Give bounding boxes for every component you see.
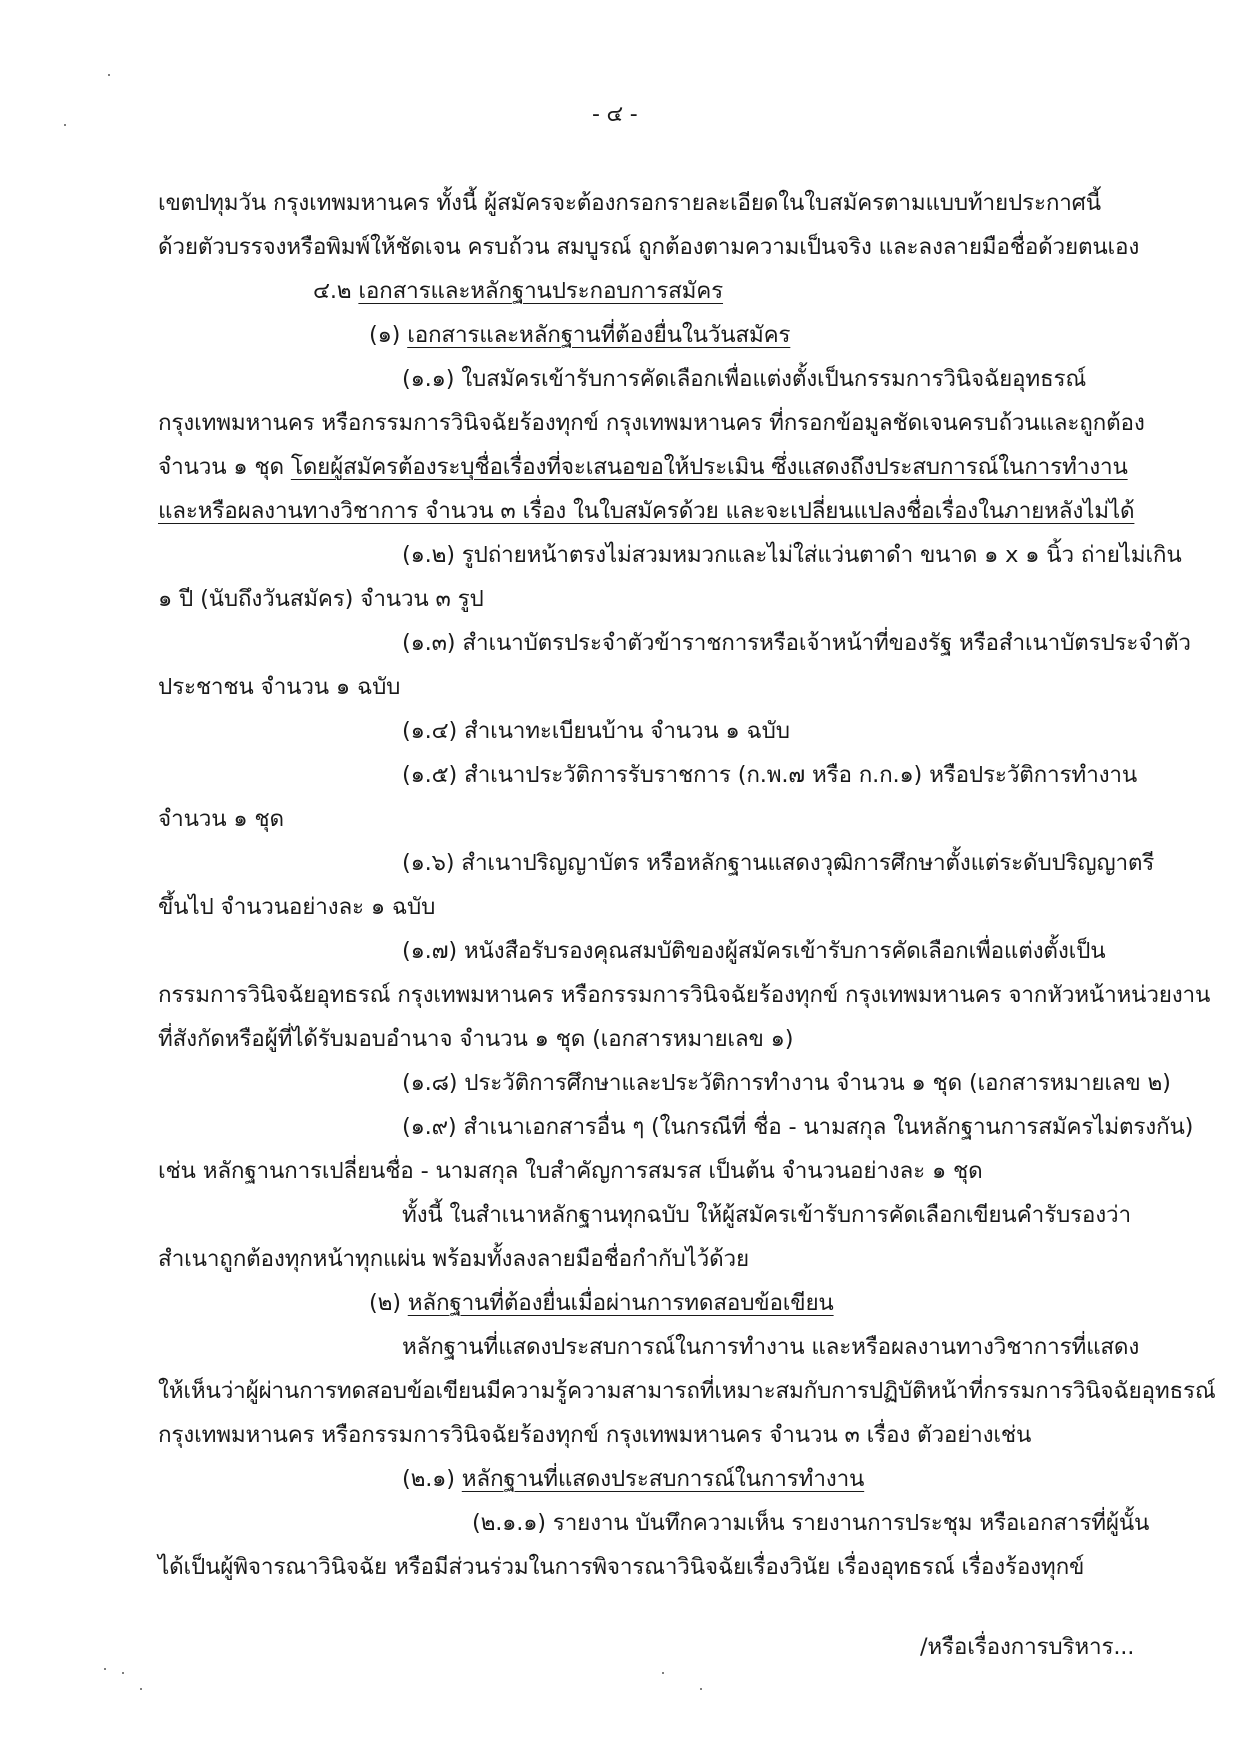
- list-item: (๑.๙) สำเนาเอกสารอื่น ๆ (ในกรณีที่ ชื่อ - นามสกุล ในหลักฐานการสมัครไม่ตรงกัน): [402, 1114, 1194, 1140]
- paragraph-line: เขตปทุมวัน กรุงเทพมหานคร ทั้งนี้ ผู้สมัครจะต้องกรอกรายละเอียดในใบสมัครตามแบบท้ายประกาศนี้: [158, 190, 1101, 216]
- list-item: (๑.๕) สำเนาประวัติการรับราชการ (ก.พ.๗ หรือ ก.ก.๑) หรือประวัติการทำงาน: [402, 762, 1138, 788]
- subsubsection-heading: [402, 1464, 864, 1494]
- continuation-note: /หรือเรื่องการบริหาร...: [920, 1634, 1135, 1660]
- paragraph-line: ได้เป็นผู้พิจารณาวินิจฉัย หรือมีส่วนร่วมในการพิจารณาวินิจฉัยเรื่องวินัย เรื่องอุทธรณ์ เรื่องร้องทุกข์: [158, 1554, 1085, 1580]
- list-item: (๑.๘) ประวัติการศึกษาและประวัติการทำงาน จำนวน ๑ ชุด (เอกสารหมายเลข ๒): [402, 1070, 1171, 1096]
- paragraph-line: หลักฐานที่แสดงประสบการณ์ในการทำงาน และหรือผลงานทางวิชาการที่แสดง: [402, 1334, 1140, 1360]
- list-item: (๑.๗) หนังสือรับรองคุณสมบัติของผู้สมัครเข้ารับการคัดเลือกเพื่อแต่งตั้งเป็น: [402, 938, 1106, 964]
- paragraph-line: ที่สังกัดหรือผู้ที่ได้รับมอบอำนาจ จำนวน ๑ ชุด (เอกสารหมายเลข ๑): [158, 1026, 794, 1052]
- section-heading: [313, 276, 723, 306]
- page-number: - ๔ -: [592, 102, 638, 127]
- scan-speck: [700, 1688, 702, 1690]
- list-item: (๑.๖) สำเนาปริญญาบัตร หรือหลักฐานแสดงวุฒิการศึกษาตั้งแต่ระดับปริญญาตรี: [402, 850, 1155, 876]
- paragraph-line: เช่น หลักฐานการเปลี่ยนชื่อ - นามสกุล ใบสำคัญการสมรส เป็นต้น จำนวนอย่างละ ๑ ชุด: [158, 1158, 983, 1184]
- paragraph-line: ให้เห็นว่าผู้ผ่านการทดสอบข้อเขียนมีความรู้ความสามารถที่เหมาะสมกับการปฏิบัติหน้าที่กรรมการวินิจฉัยอุทธรณ์: [158, 1378, 1216, 1404]
- scan-speck: [140, 1688, 142, 1690]
- paragraph-line: สำเนาถูกต้องทุกหน้าทุกแผ่น พร้อมทั้งลงลายมือชื่อกำกับไว้ด้วย: [158, 1246, 749, 1272]
- list-item: (๑.๒) รูปถ่ายหน้าตรงไม่สวมหมวกและไม่ใส่แว่นตาดำ ขนาด ๑ x ๑ นิ้ว ถ่ายไม่เกิน: [402, 542, 1182, 568]
- paragraph-line: ประชาชน จำนวน ๑ ฉบับ: [158, 674, 401, 700]
- list-item: (๑.๔) สำเนาทะเบียนบ้าน จำนวน ๑ ฉบับ: [402, 718, 790, 744]
- paragraph-line: [158, 452, 1128, 482]
- paragraph-line: ทั้งนี้ ในสำเนาหลักฐานทุกฉบับ ให้ผู้สมัครเข้ารับการคัดเลือกเขียนคำรับรองว่า: [402, 1202, 1131, 1228]
- paragraph-line: ขึ้นไป จำนวนอย่างละ ๑ ฉบับ: [158, 894, 436, 920]
- paragraph-line: กรุงเทพมหานคร หรือกรรมการวินิจฉัยร้องทุกข์ กรุงเทพมหานคร ที่กรอกข้อมูลชัดเจนครบถ้วนและถูกต้อง: [158, 410, 1145, 436]
- section-title: เอกสารและหลักฐานประกอบการสมัคร: [358, 278, 724, 304]
- subsection-heading: [369, 320, 790, 350]
- subsection-title: เอกสารและหลักฐานที่ต้องยื่นในวันสมัคร: [407, 322, 791, 348]
- scan-speck: [122, 1672, 124, 1674]
- paragraph-line: กรรมการวินิจฉัยอุทธรณ์ กรุงเทพมหานคร หรือกรรมการวินิจฉัยร้องทุกข์ กรุงเทพมหานคร จากหัวหน้าหน่วยงาน: [158, 982, 1211, 1008]
- list-item: (๑.๓) สำเนาบัตรประจำตัวข้าราชการหรือเจ้าหน้าที่ของรัฐ หรือสำเนาบัตรประจำตัว: [402, 630, 1191, 656]
- scan-speck: [108, 74, 110, 76]
- subsubsection-title: หลักฐานที่แสดงประสบการณ์ในการทำงาน: [461, 1466, 865, 1492]
- section-number: ๔.๒: [313, 278, 359, 304]
- paragraph-line: ๑ ปี (นับถึงวันสมัคร) จำนวน ๓ รูป: [158, 586, 484, 612]
- subsection-heading: [369, 1288, 834, 1318]
- subsubsection-number: (๒.๑): [402, 1466, 462, 1492]
- subsection-number: (๒): [369, 1290, 408, 1316]
- scan-speck: [104, 1668, 106, 1670]
- list-item: (๒.๑.๑) รายงาน บันทึกความเห็น รายงานการประชุม หรือเอกสารที่ผู้นั้น: [472, 1510, 1150, 1536]
- underlined-text: โดยผู้สมัครต้องระบุชื่อเรื่องที่จะเสนอขอให้ประเมิน ซึ่งแสดงถึงประสบการณ์ในการทำงาน: [290, 454, 1128, 480]
- paragraph-line: กรุงเทพมหานคร หรือกรรมการวินิจฉัยร้องทุกข์ กรุงเทพมหานคร จำนวน ๓ เรื่อง ตัวอย่างเช่น: [158, 1422, 1032, 1448]
- paragraph-line: ด้วยตัวบรรจงหรือพิมพ์ให้ชัดเจน ครบถ้วน สมบูรณ์ ถูกต้องตามความเป็นจริง และลงลายมือชื่อด้วยตนเอง: [158, 234, 1140, 260]
- scan-speck: [64, 124, 66, 126]
- scan-speck: [662, 1672, 664, 1674]
- list-item: (๑.๑) ใบสมัครเข้ารับการคัดเลือกเพื่อแต่งตั้งเป็นกรรมการวินิจฉัยอุทธรณ์: [402, 366, 1087, 392]
- paragraph-line: จำนวน ๑ ชุด: [158, 806, 284, 832]
- subsection-title: หลักฐานที่ต้องยื่นเมื่อผ่านการทดสอบข้อเขียน: [407, 1290, 834, 1316]
- text-span: จำนวน ๑ ชุด: [158, 454, 291, 480]
- paragraph-line-underlined: และหรือผลงานทางวิชาการ จำนวน ๓ เรื่อง ในใบสมัครด้วย และจะเปลี่ยนแปลงชื่อเรื่องในภายหลังไม่ได้: [158, 498, 1135, 524]
- subsection-number: (๑): [369, 322, 408, 348]
